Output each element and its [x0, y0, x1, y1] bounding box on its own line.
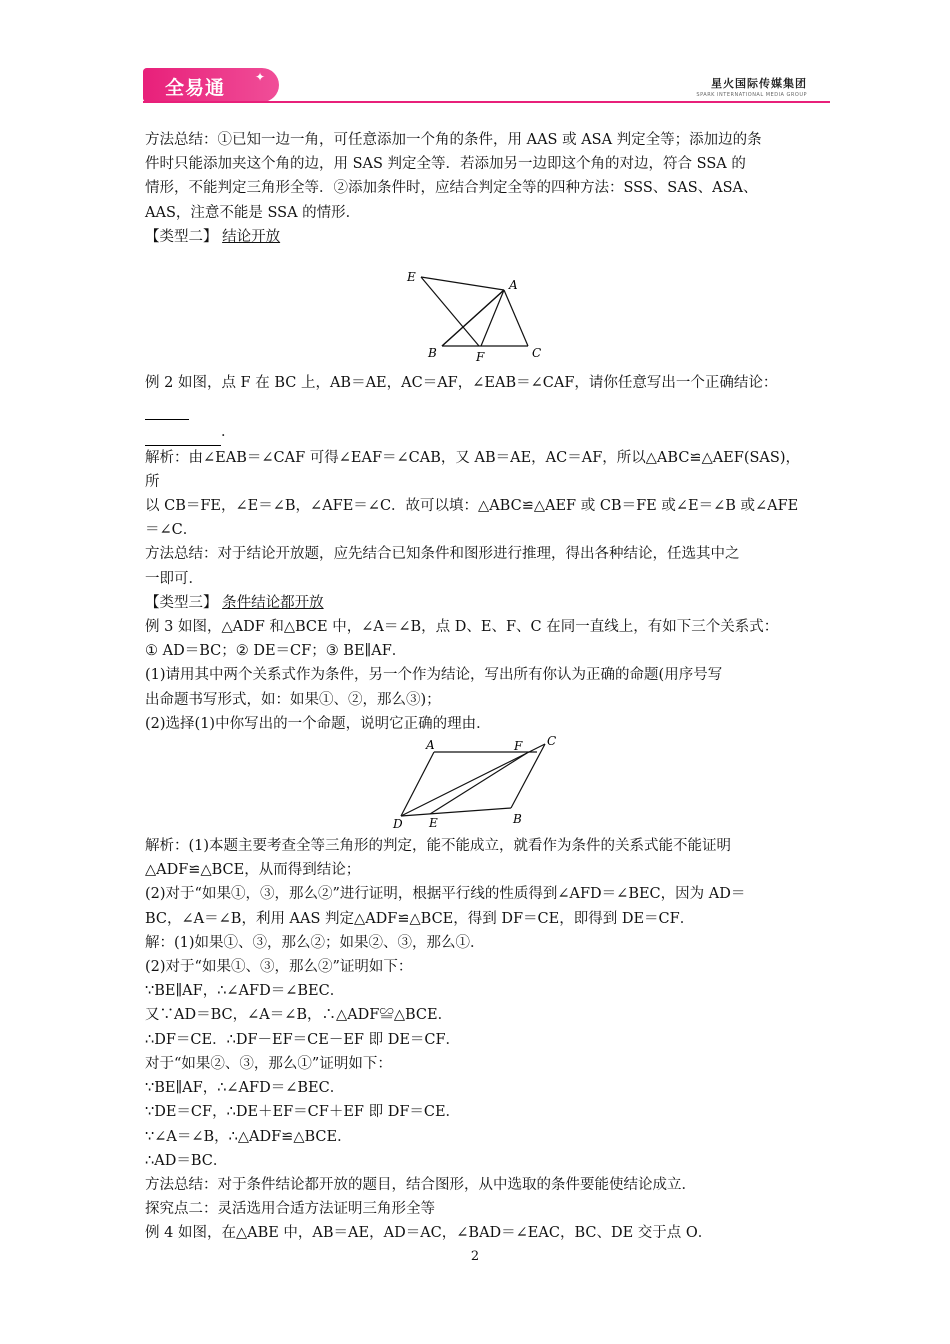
label-F2: F	[514, 739, 523, 754]
document-body	[145, 128, 810, 1246]
sparkle-icon: ✦	[255, 70, 267, 84]
type2-title: 结论开放	[222, 228, 281, 245]
example2-end: ．	[221, 424, 236, 441]
answer-blank-1	[145, 395, 189, 420]
analysis3-3: (2)对于“如果①，③，那么②”进行证明，根据平行线的性质得到∠AFD＝∠BEC，因为 AD＝	[145, 886, 746, 903]
type2-heading	[145, 225, 810, 249]
example3-5: (2)选择(1)中你写出的一个命题，说明它正确的理由．	[145, 715, 491, 732]
summary3: 方法总结：对于条件结论都开放的题目，结合图形，从中选取的条件要能使结论成立．	[145, 1176, 696, 1193]
example2-line1	[145, 371, 810, 420]
solution-5: ∴DF＝CE．∴DF－EF＝CE－EF 即 DE＝CF．	[145, 1031, 461, 1048]
method-summary-1: 方法总结：①已知一边一角，可任意添加一个角的条件，用 AAS 或 ASA 判定全等；添加边的条	[145, 132, 762, 148]
solution-1: 解：(1)如果①、③，那么②；如果②、③，那么①．	[145, 934, 485, 951]
method-summary-2: 件时只能添加夹这个角的边，用 SAS 判定全等．若添加另一边即这个角的对边，符合 SSA 的	[145, 156, 746, 173]
label-B2: B	[513, 812, 522, 827]
summary2-2: 一即可．	[145, 570, 203, 587]
example3-1: 例 3 如图，△ADF 和△BCE 中，∠A＝∠B，点 D、E、F、C 在同一直线上，有如下三个关系式：	[145, 619, 779, 636]
solution-3: ∵BE∥AF，∴∠AFD＝∠BEC．	[145, 983, 345, 1000]
example3-3: (1)请用其中两个关系式作为条件，另一个作为结论，写出所有你认为正确的命题(用序号写	[145, 667, 723, 684]
label-E: E	[407, 270, 416, 285]
page-number: 2	[470, 1249, 480, 1264]
example3-4: 出命题书写形式，如：如果①、②，那么③)；	[145, 691, 441, 708]
label-C2: C	[547, 736, 557, 749]
type3-bracket: 【类型三】	[145, 594, 218, 611]
summary2-1: 方法总结：对于结论开放题，应先结合已知条件和图形进行推理，得出各种结论，任选其中之	[145, 546, 740, 563]
example4: 例 4 如图，在△ABE 中，AB＝AE，AD＝AC，∠BAD＝∠EAC，BC、DE 交于点 O．	[145, 1225, 713, 1242]
analysis3-1: 解析：(1)本题主要考查全等三角形的判定，能不能成立，就看作为条件的关系式能不能证明	[145, 838, 732, 855]
analysis3-4: BC，∠A＝∠B，利用 AAS 判定△ADF≌△BCE，得到 DF＝CE，即得到 DE＝CF．	[145, 910, 695, 927]
analysis3-2: △ADF≌△BCE，从而得到结论；	[145, 862, 361, 879]
logo-text: 全易通	[165, 77, 226, 99]
label-F: F	[476, 350, 485, 365]
triangle-figure-1	[145, 249, 810, 371]
label-A2: A	[426, 738, 435, 753]
type3-heading	[145, 591, 810, 615]
label-B: B	[428, 346, 437, 361]
explore-point-2: 探究点二：灵活选用合适方法证明三角形全等	[145, 1201, 435, 1218]
method-summary-4: AAS，注意不能是 SSA 的情形．	[145, 204, 361, 221]
figure-2	[145, 736, 810, 834]
brand-english: SPARK INTERNATIONAL MEDIA GROUP	[696, 92, 807, 98]
parallelogram-figure-2	[145, 736, 810, 834]
answer-blank-2	[145, 420, 221, 445]
label-A: A	[509, 278, 518, 293]
solution-2: (2)对于“如果①、③，那么②”证明如下：	[145, 959, 413, 976]
logo	[143, 68, 279, 102]
label-E2: E	[429, 816, 438, 831]
brand	[696, 75, 807, 98]
analysis2-3: ＝∠C．	[145, 522, 198, 539]
solution-9: ∵∠A＝∠B，∴△ADF≌△BCE．	[145, 1128, 352, 1145]
analysis2-2: 以 CB＝FE，∠E＝∠B，∠AFE＝∠C．故可以填：△ABC≌△AEF 或 CB＝FE 或∠E＝∠B 或∠AFE	[145, 498, 799, 515]
analysis2-1: 解析：由∠EAB＝∠CAF 可得∠EAF＝∠CAB，又 AB＝AE，AC＝AF，所以△ABC≌△AEF(SAS)，所	[145, 449, 800, 490]
solution-10: ∴AD＝BC．	[145, 1152, 228, 1169]
solution-4: 又∵AD＝BC，∠A＝∠B，∴△ADF≌△BCE．	[145, 1007, 453, 1024]
figure-1	[145, 249, 810, 371]
type2-bracket: 【类型二】	[145, 228, 218, 245]
type3-title: 条件结论都开放	[222, 594, 324, 611]
solution-7: ∵BE∥AF，∴∠AFD＝∠BEC．	[145, 1080, 345, 1097]
example3-2: ① AD＝BC；② DE＝CF；③ BE∥AF．	[145, 643, 407, 660]
solution-8: ∵DE＝CF，∴DE＋EF＝CF＋EF 即 DF＝CE．	[145, 1104, 461, 1121]
example2-text: 例 2 如图，点 F 在 BC 上，AB＝AE，AC＝AF，∠EAB＝∠CAF，请你任意写出一个正确结论：	[145, 375, 778, 392]
label-C: C	[532, 346, 542, 361]
header-divider	[143, 101, 830, 103]
label-D2: D	[393, 817, 403, 832]
example2-line2	[145, 420, 810, 445]
brand-name: 星火国际传媒集团	[711, 77, 807, 90]
solution-6: 对于“如果②、③，那么①”证明如下：	[145, 1055, 392, 1072]
method-summary-3: 情形，不能判定三角形全等．②添加条件时，应结合判定全等的四种方法：SSS、SAS、ASA、	[145, 180, 758, 197]
